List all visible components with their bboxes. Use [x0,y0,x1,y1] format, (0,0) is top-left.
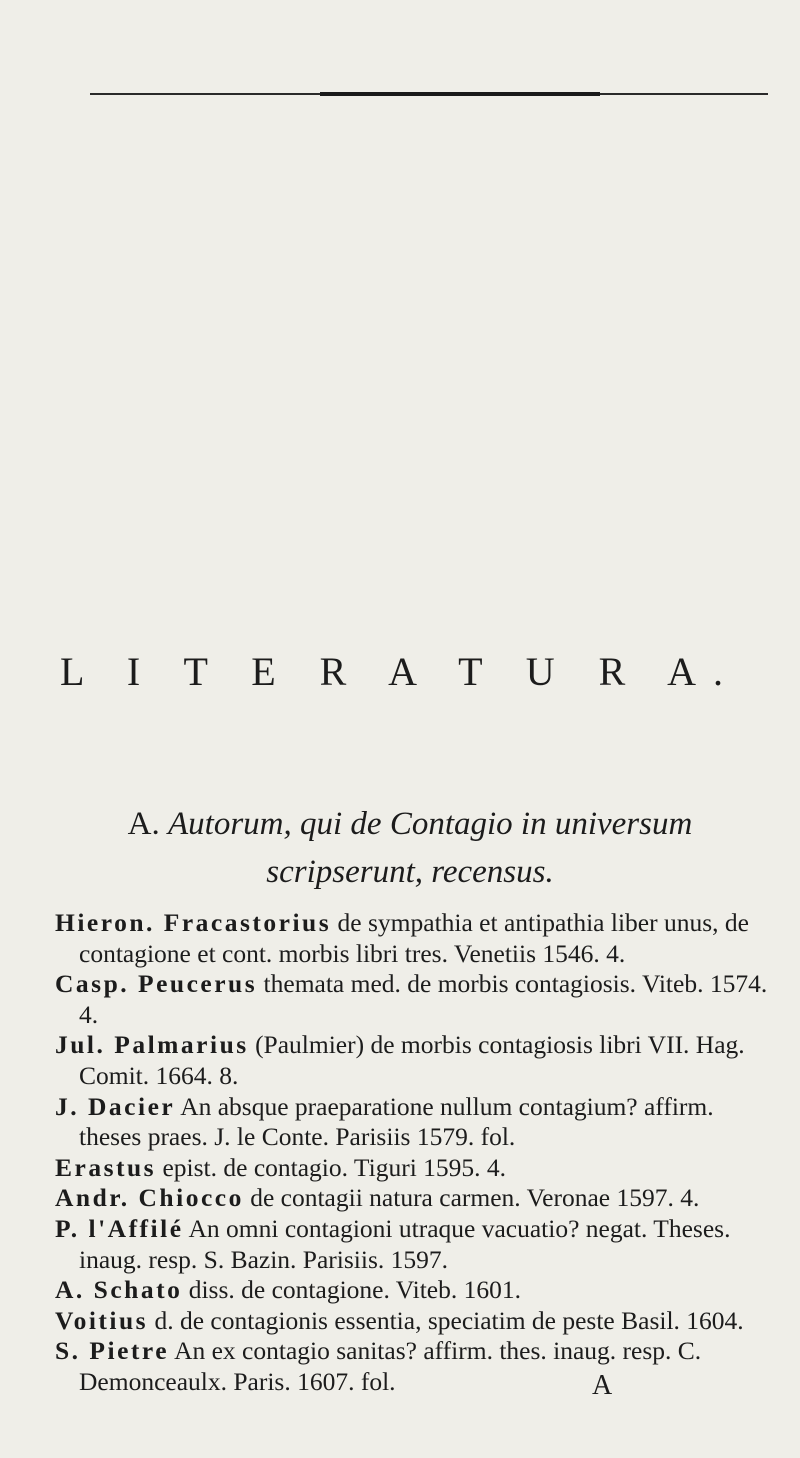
section-title [60,800,760,896]
entry-text: d. de contagionis essentia, speciatim de peste Basil. 1604. [154,1305,744,1335]
bibliography-list [55,908,775,1398]
entry-author: Voitius [55,1305,149,1335]
entry-author: Erastus [55,1152,157,1182]
bibliography-entry [55,1275,775,1306]
entry-text: diss. de contagione. Viteb. 1601. [188,1275,522,1305]
entry-author: P. l'Affilé [55,1213,184,1243]
entry-text: An omni contagioni utraque vacuatio? negat. Theses. inaug. resp. S. Bazin. Parisiis. 1597. [79,1213,731,1274]
entry-text: de sympathia et antipathia liber unus, de contagione et cont. morbis libri tres. Venetiis 1546. 4. [79,908,749,968]
bibliography-entry [55,1153,775,1184]
entry-text: An ex contagio sanitas? affirm. thes. inaug. resp. C. Demonceaulx. Paris. 1607. fol. [79,1336,702,1396]
entry-author: Hieron. Fracastorius [55,908,332,937]
entry-text: (Paulmier) de morbis contagiosis libri VII. Hag. Comit. 1664. 8. [79,1030,745,1090]
section-title-text: Autorum, qui de Contagio in universum scripserunt, recensus. [168,806,693,890]
bibliography-entry [55,908,775,969]
entry-author: J. Dacier [55,1091,176,1121]
bibliography-entry [55,1306,775,1337]
bibliography-entry [55,1214,775,1275]
entry-text: de contagii natura carmen. Veronae 1597. 4. [250,1183,700,1213]
entry-author: A. Schato [55,1275,183,1305]
bibliography-entry [55,1030,775,1091]
entry-author: Jul. Palmarius [55,1030,249,1060]
bibliography-entry [55,969,775,1030]
catchword: A [592,1370,613,1401]
top-rule [90,93,768,95]
entry-text: epist. de contagio. Tiguri 1595. 4. [162,1152,507,1182]
entry-author: Casp. Peucerus [55,969,258,999]
bibliography-entry [55,1336,775,1397]
entry-author: S. Pietre [55,1336,170,1366]
entry-text: themata med. de morbis contagiosis. Viteb. 1574. 4. [79,969,768,1029]
bibliography-entry [55,1183,775,1214]
bibliography-entry [55,1092,775,1153]
page-heading: L I T E R A T U R A. [59,649,741,694]
section-letter: A. [127,806,160,842]
entry-text: An absque praeparatione nullum contagium? affirm. theses praes. J. le Conte. Parisiis 1579. fol. [79,1091,714,1152]
entry-author: Andr. Chiocco [55,1183,244,1213]
